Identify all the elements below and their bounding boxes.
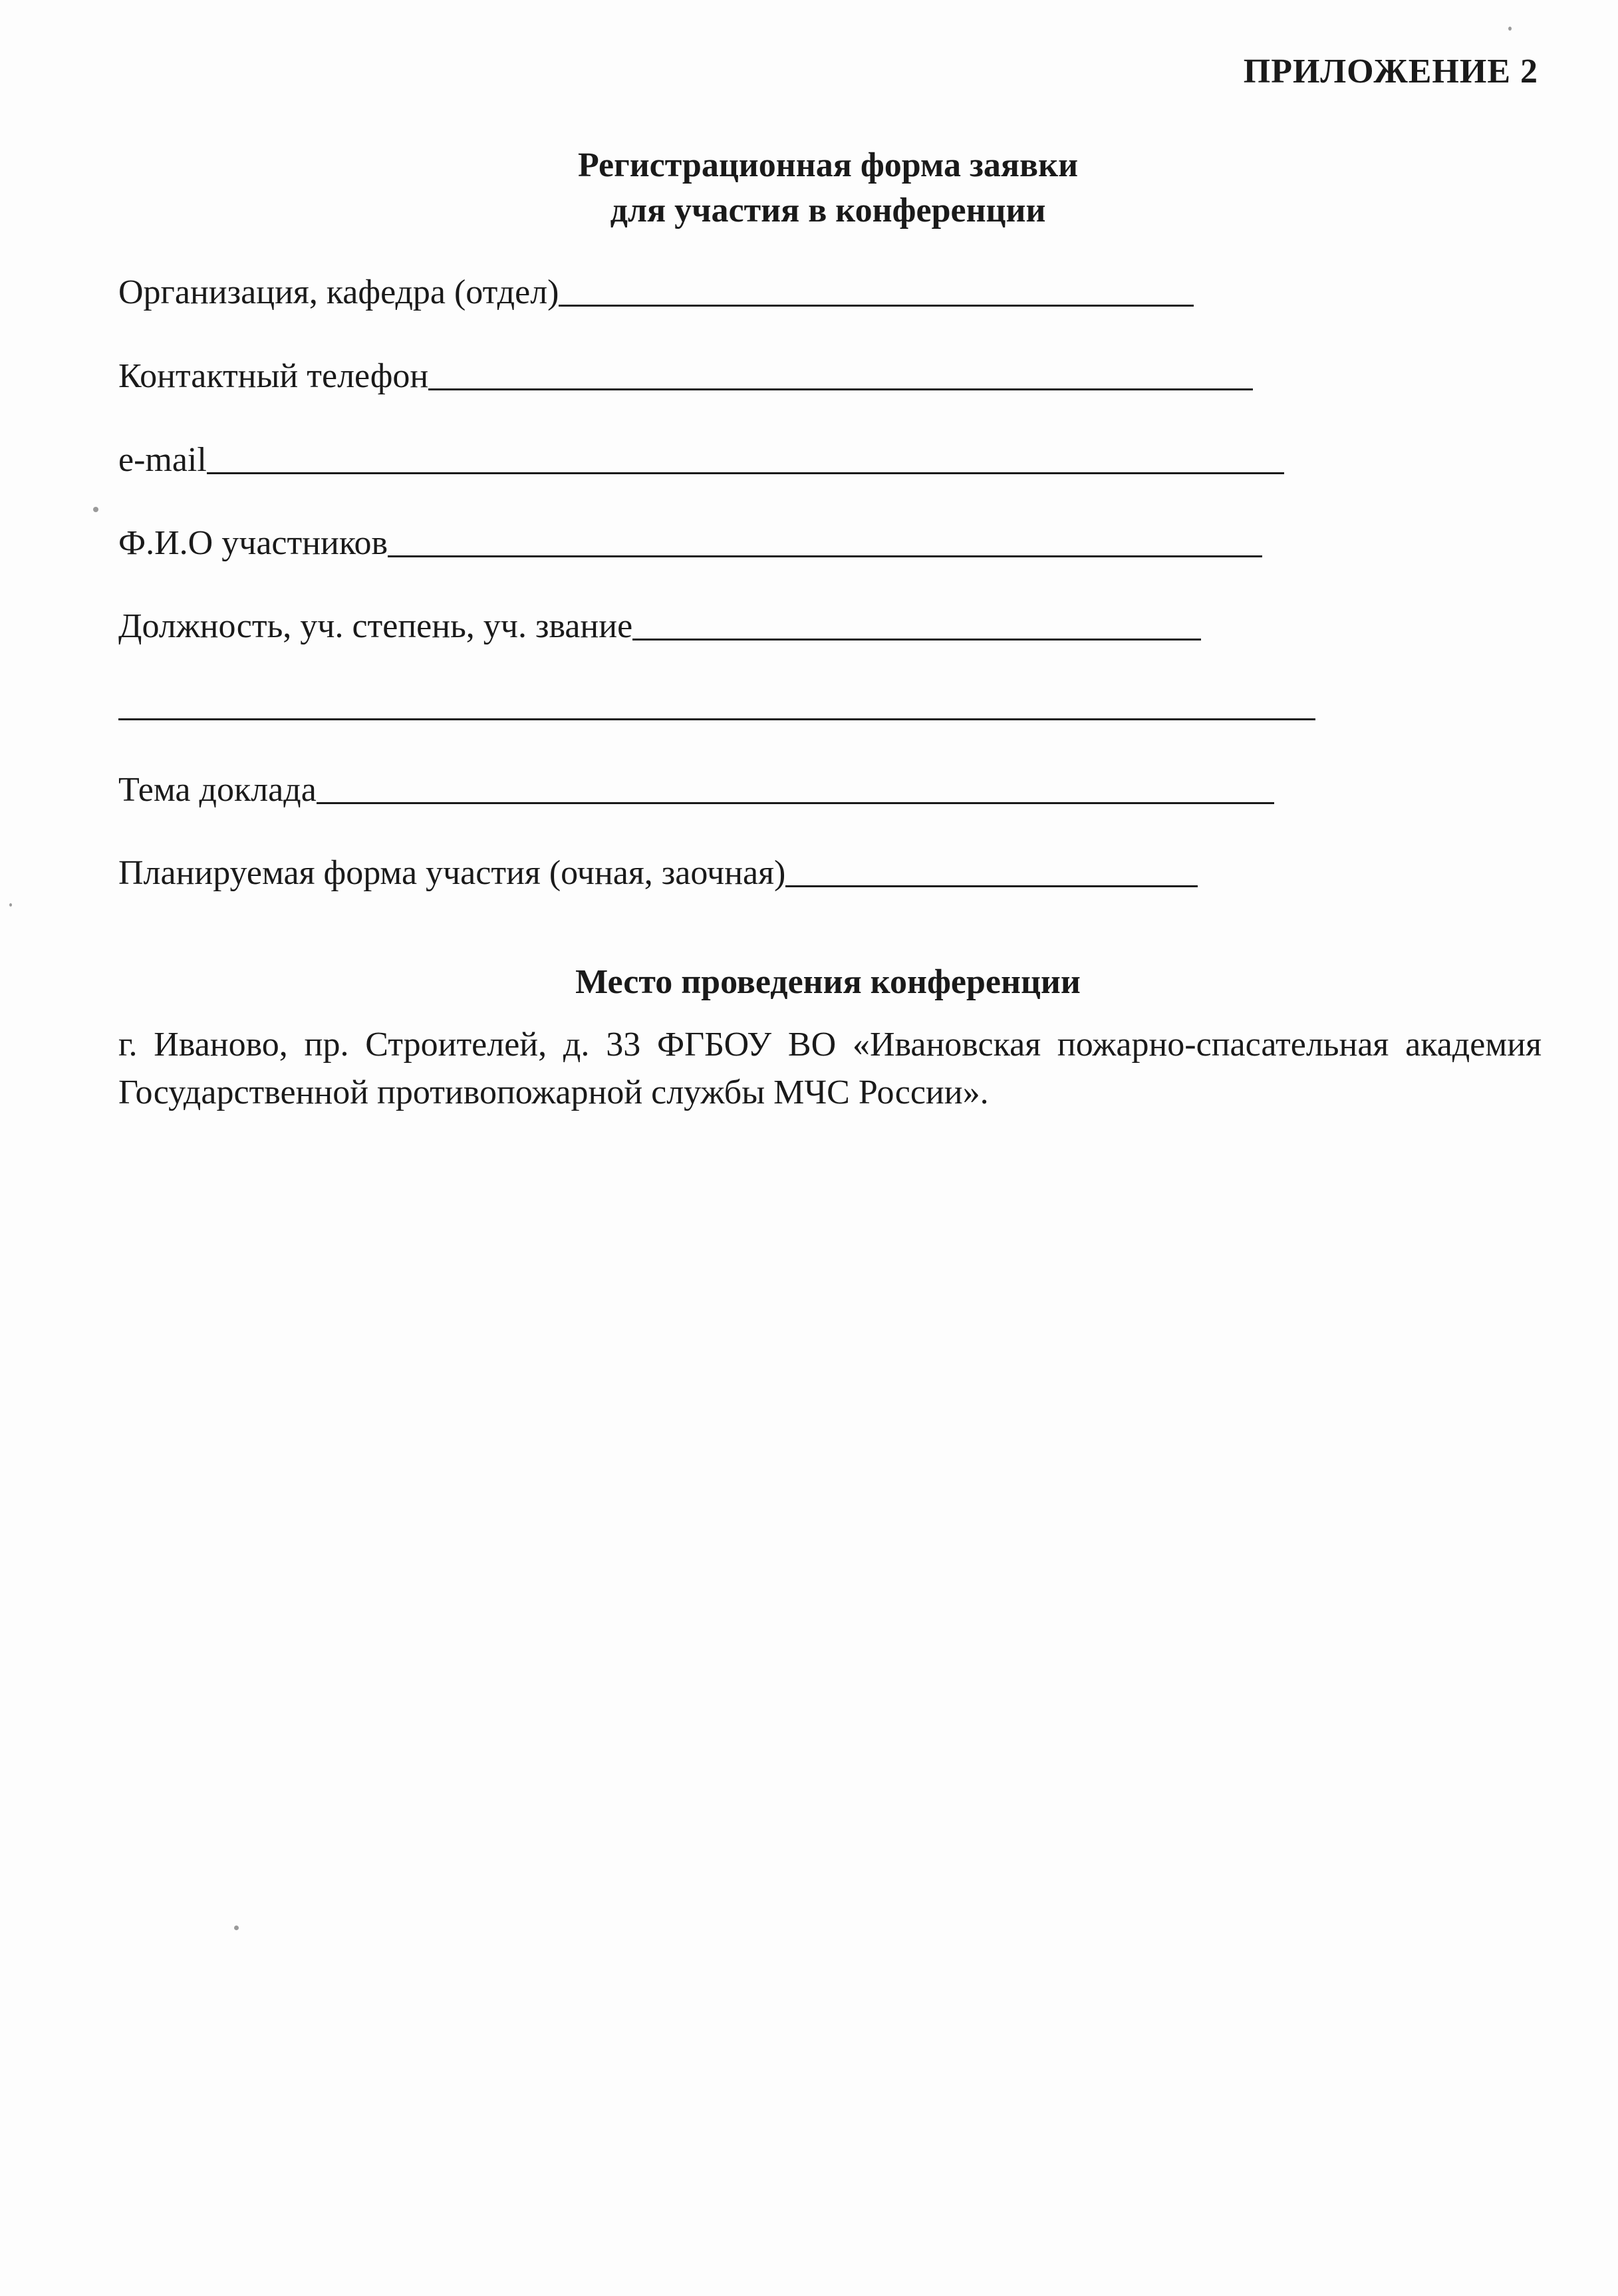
- field-position[interactable]: [118, 600, 1201, 646]
- field-position-blank[interactable]: [632, 639, 1201, 641]
- field-phone-label: Контактный телефон: [118, 357, 429, 395]
- field-participants-blank[interactable]: [388, 555, 1262, 557]
- scan-speck: [93, 507, 98, 512]
- field-organization[interactable]: [118, 266, 1194, 313]
- venue-heading: Место проведения конференции: [575, 963, 1081, 1001]
- field-participants-label: Ф.И.О участников: [118, 524, 388, 562]
- scan-speck: [9, 903, 12, 907]
- field-phone-blank[interactable]: [428, 388, 1253, 390]
- field-position-continued-blank[interactable]: [118, 718, 1315, 720]
- field-organization-label: Организация, кафедра (отдел): [118, 273, 559, 311]
- field-phone[interactable]: [118, 350, 1253, 396]
- form-title-line-2: для участия в конференции: [610, 192, 1046, 229]
- field-organization-blank[interactable]: [559, 305, 1194, 307]
- field-participation-form-label: Планируемая форма участия (очная, заочная): [118, 854, 786, 892]
- form-title-line-1: Регистрационная форма заявки: [577, 146, 1079, 184]
- field-report-topic[interactable]: [118, 764, 1274, 810]
- venue-address: г. Иваново, пр. Строителей, д. 33 ФГБОУ ВО «Ивановская пожарно-спасательная академия Государственной противопожарной службы МЧС России».: [118, 1026, 1542, 1111]
- field-email[interactable]: [118, 434, 1284, 480]
- field-email-blank[interactable]: [207, 472, 1284, 474]
- field-email-label: e-mail: [118, 441, 207, 479]
- field-participants[interactable]: [118, 517, 1262, 563]
- field-report-topic-blank[interactable]: [317, 802, 1274, 804]
- field-report-topic-label: Тема доклада: [118, 771, 317, 809]
- field-participation-form[interactable]: [118, 847, 1198, 893]
- field-position-continued[interactable]: [118, 680, 1315, 726]
- field-participation-form-blank[interactable]: [785, 885, 1198, 887]
- scan-speck: [1508, 27, 1512, 31]
- scan-speck: [234, 1926, 239, 1930]
- field-position-label: Должность, уч. степень, уч. звание: [118, 607, 633, 645]
- appendix-label: ПРИЛОЖЕНИЕ 2: [1243, 53, 1538, 90]
